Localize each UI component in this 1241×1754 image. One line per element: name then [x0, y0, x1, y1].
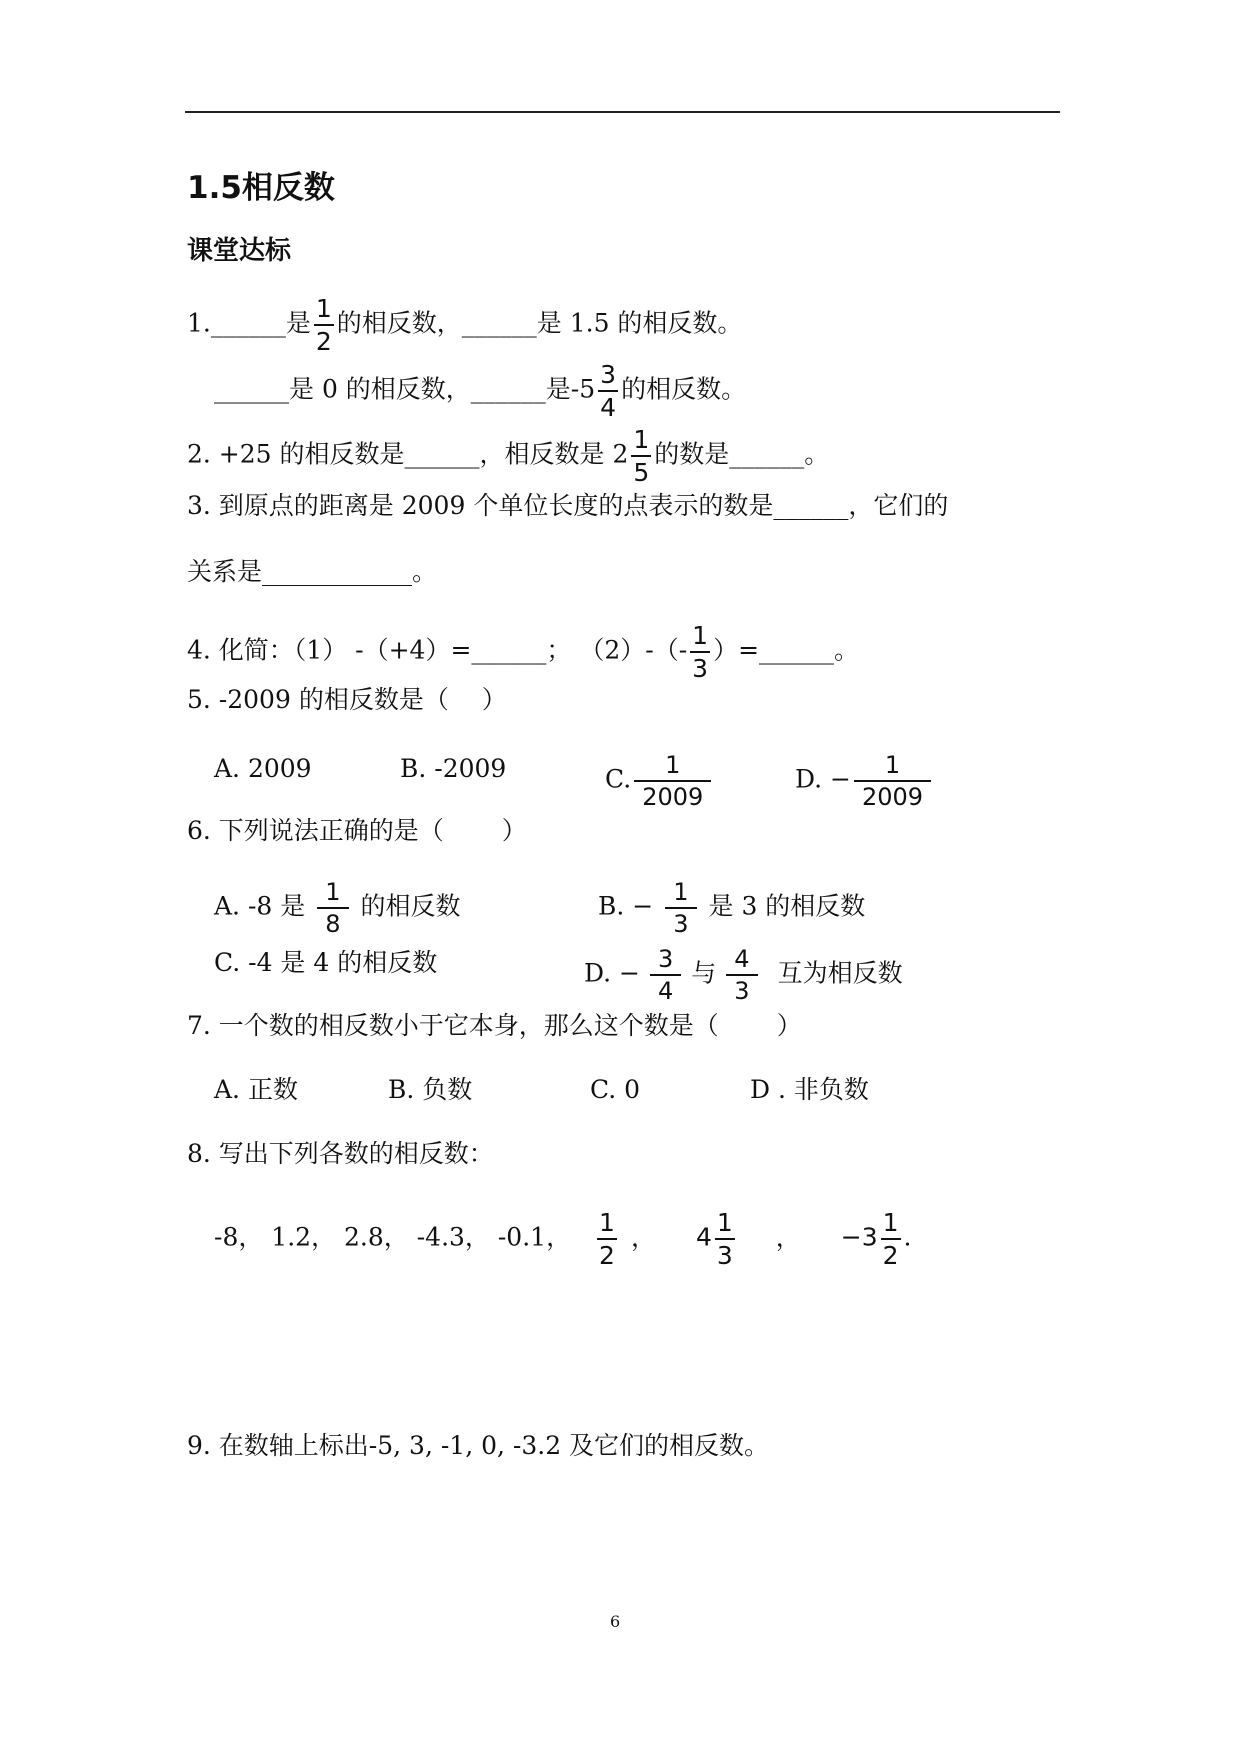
header-rule	[185, 111, 1060, 113]
question-8-stem: 8. 写出下列各数的相反数：	[187, 1139, 494, 1168]
q6-option-a: A. -8 是 $\frac{1}{8}$ 的相反数	[214, 878, 461, 938]
q7-option-c: C. 0	[590, 1075, 641, 1104]
question-1-line-2	[214, 362, 746, 420]
fraction: $\frac{1}{5}$	[633, 425, 650, 487]
fraction: $\frac{1}{2}$	[599, 1208, 615, 1270]
question-8-numbers: -8， 1.2， 2.8， -4.3， -0.1， $\frac{1}{2}$ ， 4 $\frac{1}{3}$ ， −3 $\frac{1}{2}$ .	[214, 1208, 912, 1270]
q7-option-b: B. 负数	[388, 1075, 473, 1104]
q7-option-a: A. 正数	[214, 1075, 298, 1104]
fraction: $\frac{4}{3}$	[726, 947, 757, 1003]
q1-text-c: ______是 0 的相反数，______是-5	[214, 374, 596, 404]
question-1-line-1	[187, 296, 742, 354]
fraction: $\frac{3}{4}$	[600, 360, 617, 422]
q2-text-b: 的数是______。	[654, 439, 830, 469]
q5-option-a: A. 2009	[214, 754, 312, 783]
section-heading: 课堂达标	[187, 236, 292, 266]
fraction: $\frac{1}{2}$	[315, 294, 332, 356]
fraction: $\frac{3}{4}$	[650, 947, 681, 1003]
page-title: 1.5相反数	[187, 170, 335, 206]
fraction: $\frac{1}{3}$	[665, 880, 696, 936]
q5-option-c: C. $\frac{1}{2009}$	[605, 753, 714, 809]
q6-option-b: B. − $\frac{1}{3}$ 是 3 的相反数	[598, 878, 866, 938]
fraction: $\frac{1}{2}$	[882, 1208, 899, 1270]
q1-text-b: 的相反数，______是 1.5 的相反数。	[336, 308, 743, 338]
q6-option-c: C. -4 是 4 的相反数	[214, 948, 438, 977]
q1-text-a: 1.______是	[187, 308, 311, 338]
question-6-stem: 6. 下列说法正确的是（ ）	[187, 816, 527, 845]
question-3-line-1: 3. 到原点的距离是 2009 个单位长度的点表示的数是______，它们的	[187, 491, 949, 520]
question-9: 9. 在数轴上标出-5, 3, -1, 0, -3.2 及它们的相反数。	[187, 1431, 770, 1460]
question-5-stem: 5. -2009 的相反数是（ ）	[187, 685, 507, 714]
page-number: 6	[610, 1612, 621, 1631]
question-3-line-2: 关系是____________。	[187, 557, 438, 586]
fraction: $\frac{1}{8}$	[317, 880, 348, 936]
q7-option-d: D . 非负数	[750, 1075, 869, 1104]
q5-option-d: D. − $\frac{1}{2009}$	[795, 753, 934, 809]
question-7-stem: 7. 一个数的相反数小于它本身，那么这个数是（ ）	[187, 1011, 802, 1040]
q1-text-d: 的相反数。	[621, 374, 747, 404]
q5-option-b: B. -2009	[400, 754, 507, 783]
question-2	[187, 427, 829, 485]
q2-text-a: 2. +25 的相反数是______，相反数是 2	[187, 439, 629, 469]
q4-text-a: 4. 化简：（1） -（+4）=______； （2）-（-	[187, 635, 688, 665]
fraction: $\frac{1}{3}$	[716, 1208, 733, 1270]
q8-number-list: -8， 1.2， 2.8， -4.3， -0.1，	[214, 1222, 572, 1252]
question-4	[187, 623, 859, 681]
q6-option-d: D. − $\frac{3}{4}$ 与 $\frac{4}{3}$ 互为相反数	[584, 945, 903, 1005]
fraction: $\frac{1}{2009}$	[854, 753, 931, 809]
q4-text-b: ）=______。	[713, 635, 860, 665]
fraction: $\frac{1}{2009}$	[634, 753, 711, 809]
fraction: $\frac{1}{3}$	[692, 621, 709, 683]
